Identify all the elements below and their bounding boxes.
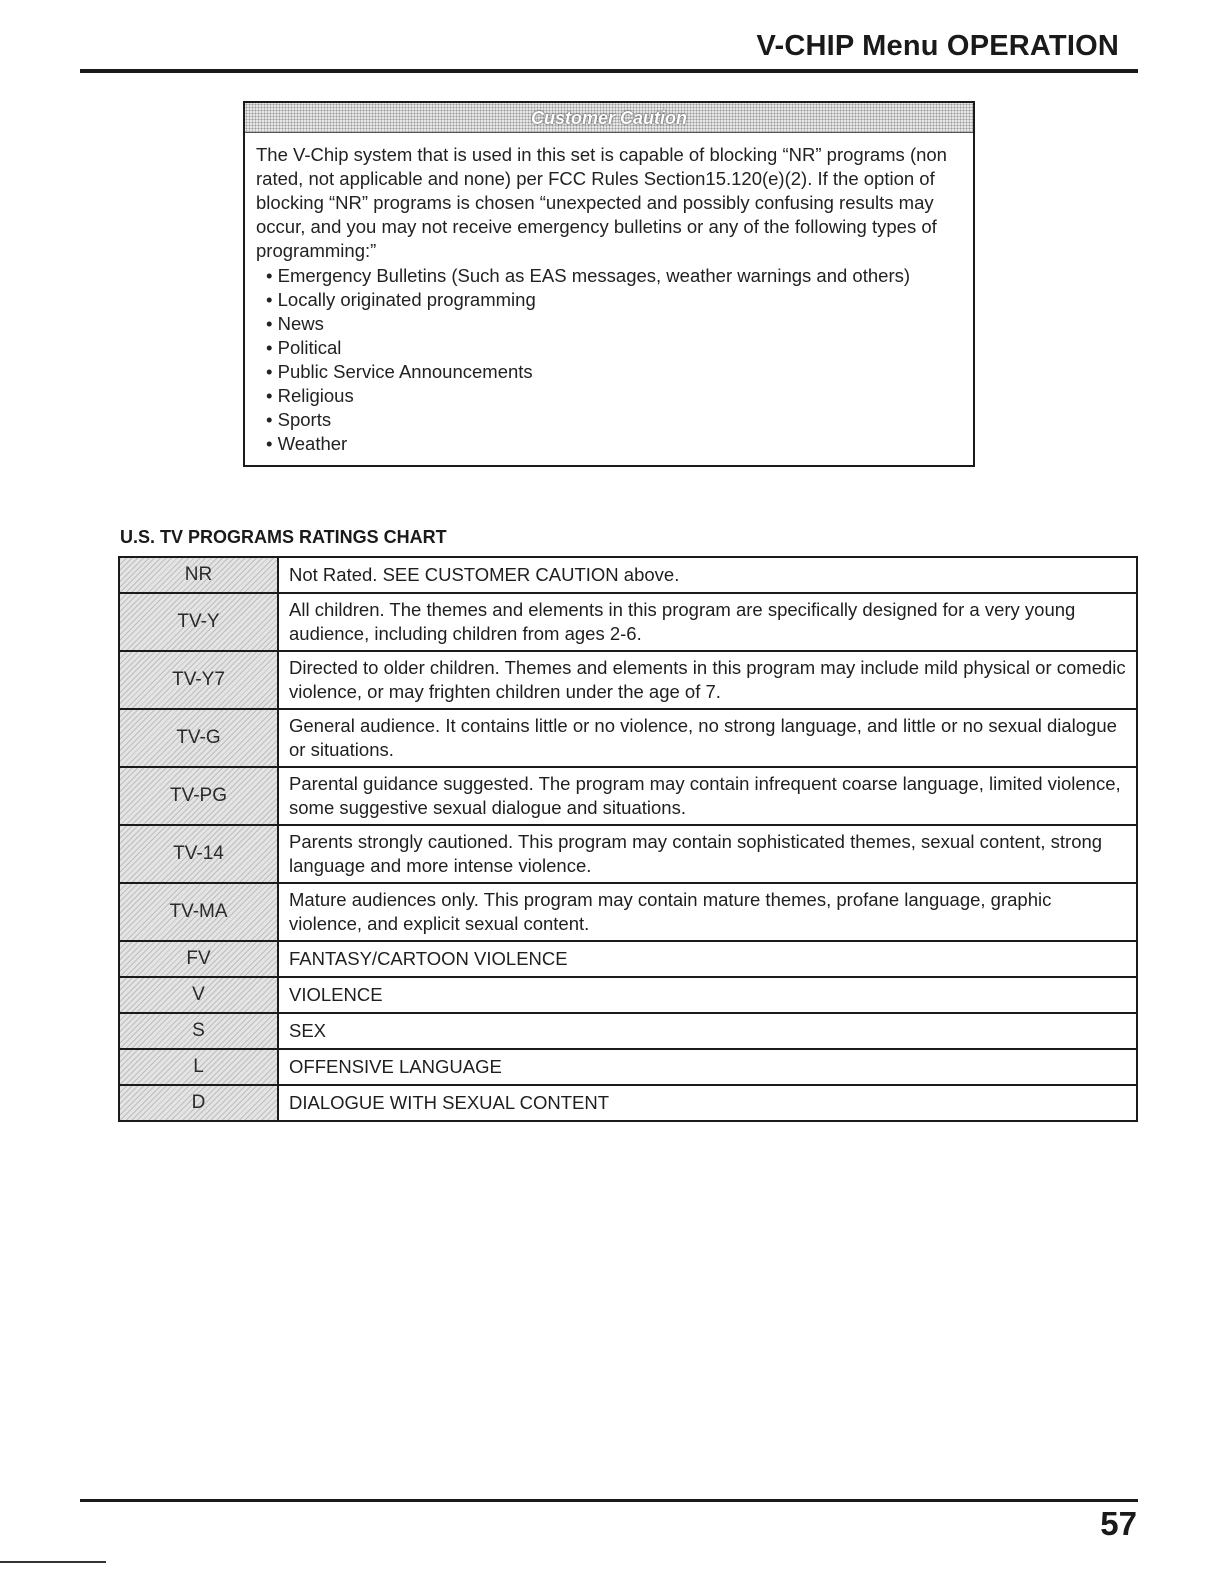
- rating-description: Parental guidance suggested. The program may contain infrequent coarse language, limited violence, some suggestive sexual dialogue and situations.: [278, 767, 1137, 825]
- table-row: [119, 557, 1137, 593]
- rating-code: TV-14: [119, 825, 278, 883]
- rating-code: L: [119, 1049, 278, 1085]
- caution-item: • Locally originated programming: [266, 288, 963, 312]
- table-row: [119, 941, 1137, 977]
- rating-description: SEX: [278, 1013, 1137, 1049]
- rating-code: D: [119, 1085, 278, 1121]
- caution-item: • Political: [266, 336, 963, 360]
- caution-item: • Sports: [266, 408, 963, 432]
- rating-code: TV-G: [119, 709, 278, 767]
- table-row: [119, 767, 1137, 825]
- ratings-table: [118, 556, 1138, 1122]
- ratings-chart-title: U.S. TV PROGRAMS RATINGS CHART: [120, 527, 447, 547]
- page-number: 57: [1100, 1505, 1137, 1542]
- footer-mark: [0, 1561, 106, 1563]
- caution-item: • Weather: [266, 432, 963, 456]
- rating-code: FV: [119, 941, 278, 977]
- rating-description: Not Rated. SEE CUSTOMER CAUTION above.: [278, 557, 1137, 593]
- rating-description: OFFENSIVE LANGUAGE: [278, 1049, 1137, 1085]
- rating-description: Directed to older children. Themes and elements in this program may include mild physical or comedic violence, or may frighten children under the age of 7.: [278, 651, 1137, 709]
- caution-item: • Public Service Announcements: [266, 360, 963, 384]
- rating-code: TV-MA: [119, 883, 278, 941]
- table-row: [119, 1049, 1137, 1085]
- rating-code: TV-Y7: [119, 651, 278, 709]
- table-row: [119, 825, 1137, 883]
- table-row: [119, 1013, 1137, 1049]
- table-row: [119, 883, 1137, 941]
- table-row: [119, 651, 1137, 709]
- rating-code: TV-PG: [119, 767, 278, 825]
- rating-code: S: [119, 1013, 278, 1049]
- caution-item: • Religious: [266, 384, 963, 408]
- caution-item: • News: [266, 312, 963, 336]
- table-row: [119, 977, 1137, 1013]
- caution-item: • Emergency Bulletins (Such as EAS messages, weather warnings and others): [266, 264, 963, 288]
- page-title: V-CHIP Menu OPERATION: [756, 30, 1119, 62]
- rating-description: FANTASY/CARTOON VIOLENCE: [278, 941, 1137, 977]
- rating-description: DIALOGUE WITH SEXUAL CONTENT: [278, 1085, 1137, 1121]
- rating-code: TV-Y: [119, 593, 278, 651]
- rating-description: VIOLENCE: [278, 977, 1137, 1013]
- table-row: [119, 1085, 1137, 1121]
- rating-description: Parents strongly cautioned. This program may contain sophisticated themes, sexual content, strong language and more intense violence.: [278, 825, 1137, 883]
- rating-code: V: [119, 977, 278, 1013]
- customer-caution-box: [243, 101, 975, 467]
- header-rule: [80, 69, 1138, 73]
- rating-description: All children. The themes and elements in this program are specifically designed for a very young audience, including children from ages 2-6.: [278, 593, 1137, 651]
- table-row: [119, 709, 1137, 767]
- table-row: [119, 593, 1137, 651]
- caution-body: [245, 133, 973, 456]
- rating-code: NR: [119, 557, 278, 593]
- caution-heading: Customer Caution: [245, 103, 973, 133]
- caution-paragraph: The V-Chip system that is used in this set is capable of blocking “NR” programs (non rated, not applicable and none) per FCC Rules Section15.120(e)(2). If the option of blocking “NR” programs is chosen “unexpected and possibly confusing results may occur, and you may not receive emergency bulletins or any of the following types of programming:”: [256, 144, 947, 261]
- caution-list: [256, 264, 963, 456]
- footer-rule: [80, 1499, 1138, 1502]
- rating-description: Mature audiences only. This program may contain mature themes, profane language, graphic violence, and explicit sexual content.: [278, 883, 1137, 941]
- rating-description: General audience. It contains little or no violence, no strong language, and little or no sexual dialogue or situations.: [278, 709, 1137, 767]
